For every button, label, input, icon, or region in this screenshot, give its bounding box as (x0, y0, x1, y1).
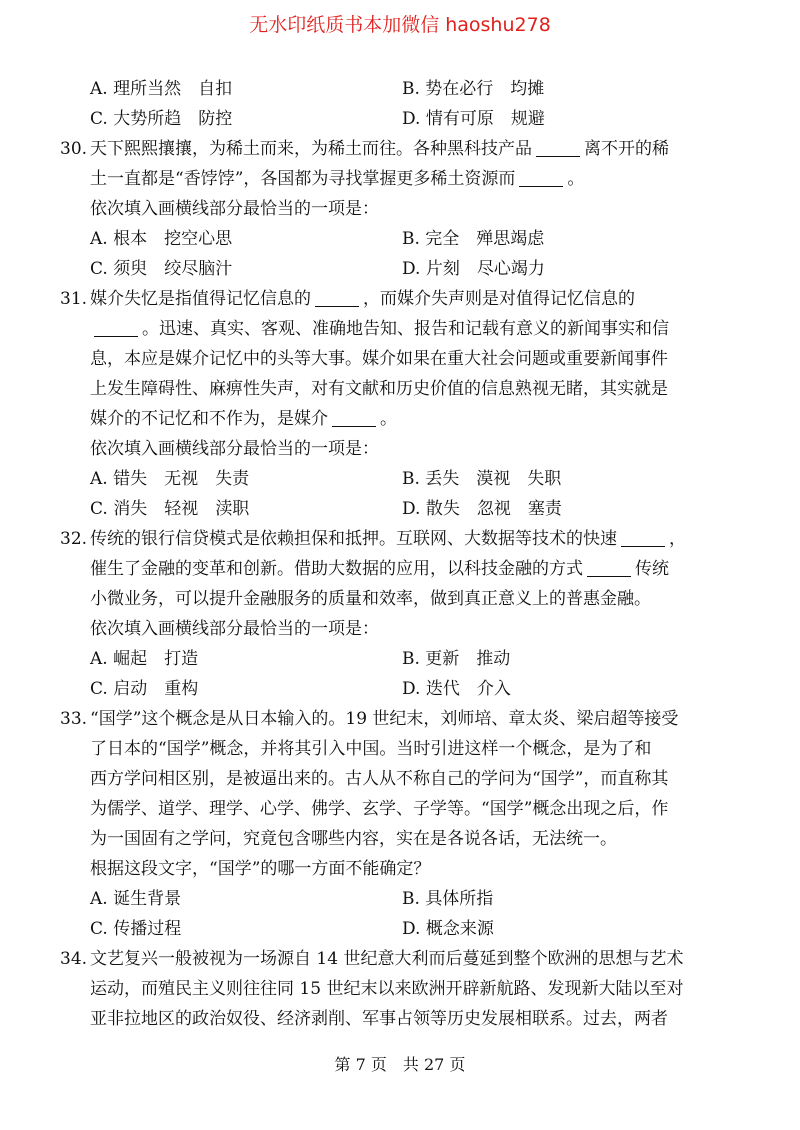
q32-line-3: 小微业务，可以提升金融服务的质量和效率，做到真正意义上的普惠金融。 (90, 589, 651, 609)
q34-number: 34. (60, 949, 88, 969)
q33-options-row1 (90, 884, 720, 914)
q30-option-a: A. 根本 挖空心思 (90, 229, 233, 249)
q34-line-2: 运动，而殖民主义则往往同 15 世纪末以来欧洲开辟新航路、发现新大陆以至对 (90, 979, 684, 999)
q31-options-row2 (90, 494, 720, 524)
q31-option-b: B. 丢失 漠视 失职 (402, 469, 562, 489)
q30-prompt: 依次填入画横线部分最恰当的一项是： (90, 199, 379, 219)
q32-prompt: 依次填入画横线部分最恰当的一项是： (90, 619, 379, 639)
q32-option-d: D. 迭代 介入 (402, 679, 511, 699)
q31-prompt: 依次填入画横线部分最恰当的一项是： (90, 439, 379, 459)
q30-line-1 (60, 134, 720, 164)
q33-line-1: 33. “国学”这个概念是从日本输入的。19 世纪末，刘师培、章太炎、梁启超等接受 (90, 704, 720, 734)
q31-option-a: A. 错失 无视 失责 (90, 469, 250, 489)
q32-line-1: 32. 传统的银行信贷模式是依赖担保和抵押。互联网、大数据等技术的快速 ， (90, 524, 720, 554)
q31-line-2: 。迅速、真实、客观、准确地告知、报告和记载有意义的新闻事实和信 (90, 314, 720, 344)
q31-option-c: C. 消失 轻视 渎职 (90, 499, 250, 519)
q33-number: 33. (60, 709, 88, 729)
q31-line-5: 媒介的不记忆和不作为，是媒介 。 (90, 409, 397, 429)
q33-option-d: D. 概念来源 (402, 919, 494, 939)
blank (621, 528, 665, 547)
q33-line-3: 西方学问相区别，是被逼出来的。古人从不称自己的学问为“国学”，而直称其 (90, 769, 669, 789)
watermark: 无水印纸质书本加微信 haoshu278 (249, 14, 551, 36)
q33-option-c: C. 传播过程 (90, 919, 182, 939)
q33-line-4: 为儒学、道学、理学、心学、佛学、玄学、子学等。“国学”概念出现之后，作 (90, 799, 669, 819)
q32-option-c: C. 启动 重构 (90, 679, 199, 699)
q33-prompt: 根据这段文字，“国学”的哪一方面不能确定？ (90, 859, 431, 879)
q34-line-3: 亚非拉地区的政治奴役、经济剥削、军事占领等历史发展相联系。过去，两者 (90, 1009, 668, 1029)
q31-option-d: D. 散失 忽视 塞责 (402, 499, 562, 519)
q32-options-row1 (90, 644, 720, 674)
q30-options-row1 (90, 224, 720, 254)
blank (587, 558, 631, 577)
q32-number: 32. (60, 529, 88, 549)
q33-line-2: 了日本的“国学”概念，并将其引入中国。当时引进这样一个概念，是为了和 (90, 739, 652, 759)
q32-option-b: B. 更新 推动 (402, 649, 511, 669)
blank (519, 168, 563, 187)
q31-line-4: 上发生障碍性、麻痹性失声，对有文献和历史价值的信息熟视无睹，其实就是 (90, 379, 668, 399)
q29-options-row1 (90, 74, 720, 104)
q30-number: 30. (60, 139, 88, 159)
q31-number: 31. (60, 289, 88, 309)
q29-option-b: B. 势在必行 均摊 (402, 79, 545, 99)
q31-options-row1 (90, 464, 720, 494)
q30-options-row2 (90, 254, 720, 284)
q33-options-row2 (90, 914, 720, 944)
q32-options-row2 (90, 674, 720, 704)
q30-text-1: 天下熙熙攘攘，为稀土而来，为稀土而往。各种黑科技产品 离不开的稀 (90, 139, 669, 159)
q29-option-d: D. 情有可原 规避 (402, 109, 545, 129)
blank (94, 318, 138, 337)
q32-option-a: A. 崛起 打造 (90, 649, 199, 669)
q29-options-row2 (90, 104, 720, 134)
q30-option-c: C. 须臾 绞尽脑汁 (90, 259, 233, 279)
q30-option-d: D. 片刻 尽心竭力 (402, 259, 545, 279)
q31-line-3: 息，本应是媒介记忆中的头等大事。媒介如果在重大社会问题或重要新闻事件 (90, 349, 668, 369)
q34-line-1: 34. 文艺复兴一般被视为一场源自 14 世纪意大利而后蔓延到整个欧洲的思想与艺术 (90, 944, 720, 974)
q30-option-b: B. 完全 殚思竭虑 (402, 229, 545, 249)
q29-option-a: A. 理所当然 自扣 (90, 79, 233, 99)
q33-option-b: B. 具体所指 (402, 889, 494, 909)
blank (332, 408, 376, 427)
q33-line-5: 为一国固有之学问，究竟包含哪些内容，实在是各说各话，无法统一。 (90, 829, 617, 849)
q29-option-c: C. 大势所趋 防控 (90, 109, 233, 129)
q33-option-a: A. 诞生背景 (90, 889, 182, 909)
page-footer: 第 7 页 共 27 页 (334, 1055, 466, 1074)
blank (315, 288, 359, 307)
q30-line-2: 土一直都是“香饽饽”，各国都为寻找掌握更多稀土资源而 。 (90, 169, 585, 189)
q32-line-2: 催生了金融的变革和创新。借助大数据的应用，以科技金融的方式 传统 (90, 559, 669, 579)
page-content (60, 74, 720, 1034)
q31-line-1: 31. 媒介失忆是指值得记忆信息的 ，而媒介失声则是对值得记忆信息的 (90, 284, 720, 314)
blank (536, 138, 580, 157)
